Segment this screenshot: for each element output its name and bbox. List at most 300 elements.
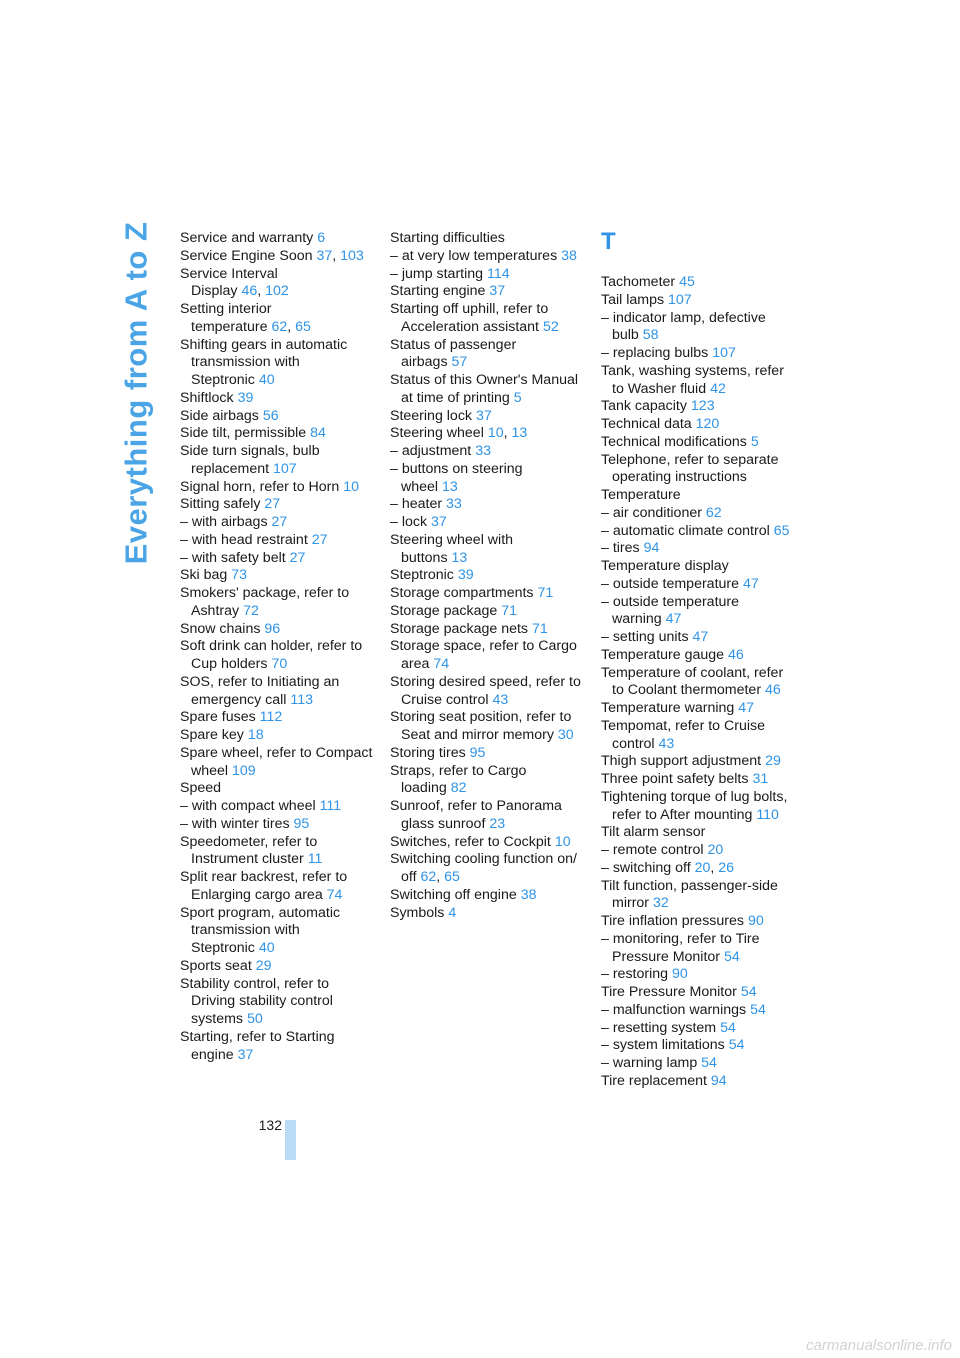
index-entry (390, 372, 590, 408)
page-link[interactable]: 5 (750, 433, 759, 450)
index-entry (180, 301, 380, 337)
page-separator: , (710, 859, 719, 876)
index-term: Storage package nets (390, 620, 529, 637)
index-term: Temperature warning (601, 700, 735, 716)
index-entry (180, 621, 380, 639)
index-term: Service and warranty (180, 230, 314, 246)
page-link[interactable]: 62 (420, 869, 437, 885)
section-letter: T (601, 228, 616, 255)
index-entry (180, 514, 380, 532)
page-link[interactable]: 46 (765, 682, 781, 699)
index-term: Service Interval (180, 265, 278, 282)
index-term: Switches, refer to Cockpit (390, 833, 551, 850)
index-term: Side airbags (180, 407, 259, 424)
index-term: Starting, refer to Starting (180, 1028, 335, 1045)
index-entry (601, 1055, 801, 1073)
index-term: Sport program, automatic (180, 904, 341, 921)
index-entry (390, 301, 590, 337)
index-term: – with compact wheel (180, 798, 316, 814)
page-link[interactable]: 27 (311, 531, 328, 548)
index-term: Tire replacement (601, 1072, 707, 1089)
page-link[interactable]: 94 (710, 1072, 727, 1089)
page-link[interactable]: 26 (718, 859, 735, 876)
page-link[interactable]: 107 (668, 291, 692, 308)
index-entry (601, 718, 801, 754)
index-entry (180, 496, 380, 514)
index-term: Tank, washing systems, refer (601, 362, 784, 379)
side-title (118, 221, 154, 565)
page-link[interactable]: 113 (290, 691, 313, 708)
index-entry (601, 913, 801, 931)
page-link[interactable]: 46 (728, 646, 744, 663)
page-link[interactable]: 11 (307, 851, 323, 868)
page-link[interactable]: 33 (475, 443, 491, 459)
index-term: Instrument cluster (191, 851, 304, 868)
page-link[interactable]: 103 (340, 247, 364, 264)
page-link[interactable]: 33 (446, 496, 462, 513)
page-link[interactable]: 37 (475, 407, 492, 424)
index-entry (180, 585, 380, 621)
page-link[interactable]: 54 (720, 1019, 736, 1036)
index-term: – outside temperature (601, 593, 740, 610)
index-term: Display (191, 283, 238, 300)
index-entry (390, 709, 590, 745)
index-term: Steptronic (191, 940, 255, 956)
page-link[interactable]: 62 (271, 318, 288, 335)
index-term: loading (401, 780, 447, 797)
index-column-1 (180, 230, 380, 1064)
index-entry (390, 337, 590, 373)
index-term: – with safety belt (180, 549, 286, 566)
index-term: Steptronic (390, 567, 454, 584)
index-entry (180, 745, 380, 781)
index-term: Starting difficulties (390, 230, 505, 246)
index-entry (180, 905, 380, 958)
index-term: emergency call (191, 691, 287, 708)
page-link[interactable]: 39 (457, 567, 474, 584)
index-term: Tachometer (601, 274, 676, 290)
index-term: Straps, refer to Cargo (390, 762, 527, 779)
page-link[interactable]: 38 (520, 886, 537, 903)
page-link[interactable]: 46 (241, 283, 258, 300)
index-entry (390, 248, 590, 266)
page-link[interactable]: 47 (665, 611, 682, 628)
index-term: airbags (401, 354, 448, 371)
index-entry (180, 479, 380, 497)
index-entry (390, 425, 590, 443)
index-term: Side turn signals, bulb (180, 443, 320, 459)
page-link[interactable]: 95 (469, 744, 486, 761)
index-entry (180, 1029, 380, 1065)
index-entry (390, 834, 590, 852)
index-entry (601, 753, 801, 771)
page-link[interactable]: 65 (295, 318, 311, 335)
index-entry (180, 958, 380, 976)
index-column-2 (390, 230, 590, 922)
index-term: to Washer fluid (612, 380, 707, 397)
side-title-text: Everything from A to Z (118, 221, 154, 565)
page-link[interactable]: 112 (259, 709, 283, 726)
index-entry (180, 230, 380, 248)
index-entry (390, 532, 590, 568)
index-term: transmission with (191, 354, 300, 371)
index-term: Snow chains (180, 620, 261, 637)
page-link[interactable]: 27 (264, 496, 281, 513)
page-link[interactable]: 13 (451, 549, 468, 566)
index-term: – remote control (601, 842, 704, 858)
page-link[interactable]: 62 (705, 504, 722, 521)
page-link[interactable]: 50 (246, 1011, 263, 1027)
page-link[interactable]: 10 (487, 425, 504, 442)
page-link[interactable]: 109 (232, 762, 256, 779)
index-entry (180, 532, 380, 550)
index-term: Speed (180, 780, 222, 797)
index-entry (390, 496, 590, 514)
index-term: – restoring (601, 966, 669, 983)
page-link[interactable]: 107 (712, 345, 736, 361)
page-link[interactable]: 39 (237, 389, 254, 406)
page-separator: , (257, 283, 266, 300)
page-link[interactable]: 37 (316, 247, 333, 264)
index-term: – adjustment (390, 443, 472, 459)
index-term: – system limitations (601, 1037, 725, 1054)
index-term: Tail lamps (601, 291, 665, 308)
page-link[interactable]: 54 (740, 984, 757, 1000)
index-term: Tightening torque of lug bolts, (601, 788, 788, 805)
page-link[interactable]: 18 (247, 727, 264, 743)
index-entry (180, 976, 380, 1029)
index-entry (601, 771, 801, 789)
index-entry (601, 310, 801, 346)
page-link[interactable]: 6 (317, 230, 326, 246)
page-link[interactable]: 40 (258, 940, 275, 956)
page-link[interactable]: 54 (750, 1001, 766, 1018)
index-term: – at very low temperatures (390, 247, 558, 264)
page-link[interactable]: 71 (531, 620, 548, 637)
index-entry (390, 798, 590, 834)
index-term: Ski bag (180, 567, 228, 584)
index-term: SOS, refer to Initiating an (180, 673, 340, 690)
page-link[interactable]: 13 (442, 478, 458, 495)
page-separator: , (332, 247, 341, 264)
page-number-bar (285, 1120, 296, 1160)
index-term: – indicator lamp, defective (601, 309, 766, 326)
index-term: Split rear backrest, refer to (180, 869, 348, 885)
index-term: Storage space, refer to Cargo (390, 638, 577, 655)
page-link[interactable]: 95 (293, 815, 310, 832)
page-link[interactable]: 120 (695, 416, 720, 432)
index-entry (601, 523, 801, 541)
index-entry (601, 452, 801, 488)
index-entry (390, 603, 590, 621)
page-link[interactable]: 90 (671, 966, 688, 983)
index-entry (601, 345, 801, 363)
index-term: at time of printing (401, 389, 510, 406)
page-link[interactable]: 96 (264, 620, 281, 637)
index-term: operating instructions (612, 469, 747, 486)
page-link[interactable]: 47 (738, 700, 755, 716)
index-term: – resetting system (601, 1019, 717, 1036)
index-entry (601, 700, 801, 718)
index-entry (601, 398, 801, 416)
page-link[interactable]: 54 (728, 1037, 745, 1054)
index-entry (601, 274, 801, 292)
index-term: Status of this Owner's Manual (390, 372, 579, 388)
index-entry (390, 851, 590, 887)
page-link[interactable]: 10 (343, 478, 360, 495)
page-link[interactable]: 29 (255, 957, 272, 974)
index-term: Three point safety belts (601, 771, 749, 787)
index-term: Driving stability control (191, 993, 333, 1010)
index-entry (601, 1073, 801, 1091)
index-term: engine (191, 1046, 234, 1063)
index-term: Status of passenger (390, 336, 517, 353)
page-link[interactable]: 27 (271, 514, 288, 530)
index-entry (180, 425, 380, 443)
index-entry (601, 966, 801, 984)
index-entry (601, 292, 801, 310)
index-entry (390, 638, 590, 674)
index-entry (180, 266, 380, 302)
index-entry (180, 834, 380, 870)
index-term: – monitoring, refer to Tire (601, 930, 760, 947)
index-term: Storing tires (390, 744, 466, 761)
page-link[interactable]: 111 (319, 798, 342, 814)
index-term: Tempomat, refer to Cruise (601, 717, 766, 734)
index-term: Enlarging cargo area (191, 886, 323, 903)
index-term: – heater (390, 496, 443, 513)
index-term: off (401, 869, 417, 885)
index-entry (601, 505, 801, 523)
page-link[interactable]: 31 (752, 771, 769, 787)
page-link[interactable]: 23 (489, 815, 506, 832)
index-entry (601, 665, 801, 701)
page-link[interactable]: 90 (747, 913, 764, 929)
page-link[interactable]: 32 (653, 895, 669, 912)
index-term: wheel (401, 478, 439, 495)
index-entry (390, 763, 590, 799)
index-term: Shifting gears in automatic (180, 336, 348, 353)
index-term: Speedometer, refer to (180, 833, 318, 850)
index-entry (180, 638, 380, 674)
page-link[interactable]: 4 (448, 904, 457, 921)
index-entry (180, 248, 380, 266)
page-link[interactable]: 10 (554, 833, 571, 850)
page-link[interactable]: 13 (511, 425, 528, 442)
index-term: area (401, 656, 430, 672)
page-link[interactable]: 94 (643, 540, 660, 557)
index-term: Storage package (390, 602, 498, 619)
page-link[interactable]: 27 (289, 549, 306, 566)
index-term: Temperature (601, 487, 681, 503)
page-link[interactable]: 42 (710, 380, 726, 397)
index-term: Service Engine Soon (180, 247, 313, 264)
index-entry (601, 789, 801, 825)
page-number: 132 (258, 1117, 282, 1133)
index-term: glass sunroof (401, 815, 486, 832)
page-link[interactable]: 74 (433, 656, 450, 672)
page-link[interactable]: 47 (692, 629, 709, 645)
index-entry (390, 461, 590, 497)
page-link[interactable]: 47 (742, 575, 759, 592)
page-link[interactable]: 65 (444, 869, 460, 885)
index-term: – lock (390, 514, 428, 530)
index-column-3 (601, 229, 801, 1091)
index-term: – switching off (601, 859, 691, 876)
page-link[interactable]: 54 (723, 948, 740, 965)
index-term: Spare key (180, 727, 244, 743)
page-link[interactable]: 30 (557, 727, 574, 743)
page-link[interactable]: 54 (701, 1055, 717, 1071)
index-term: temperature (191, 318, 268, 335)
index-entry (601, 878, 801, 914)
index-term: – with head restraint (180, 531, 308, 548)
index-term: Ashtray (191, 602, 240, 619)
page-link[interactable]: 82 (450, 780, 467, 797)
index-entry (601, 434, 801, 452)
watermark: carmanualsonline.info (806, 1337, 952, 1354)
index-entry (601, 540, 801, 558)
page-link[interactable]: 71 (501, 602, 518, 619)
index-term: Sunroof, refer to Panorama (390, 798, 562, 814)
index-term: Signal horn, refer to Horn (180, 478, 340, 495)
index-entry (180, 798, 380, 816)
index-entry (390, 567, 590, 585)
index-term: Soft drink can holder, refer to (180, 638, 363, 655)
page-link[interactable]: 45 (679, 274, 695, 290)
index-term: Sitting safely (180, 496, 261, 513)
page-link[interactable]: 65 (773, 522, 790, 539)
index-entry (601, 1020, 801, 1038)
page-link[interactable]: 20 (707, 842, 724, 858)
index-term: Steering wheel with (390, 531, 514, 548)
page-link[interactable]: 73 (231, 567, 248, 584)
index-term: Storing desired speed, refer to (390, 673, 581, 690)
index-term: Technical data (601, 416, 692, 432)
index-entry (180, 816, 380, 834)
index-term: Telephone, refer to separate (601, 451, 779, 468)
index-term: Tank capacity (601, 398, 687, 415)
page-link[interactable]: 71 (537, 585, 554, 601)
index-term: – with winter tires (180, 815, 290, 832)
index-term: Cruise control (401, 691, 489, 708)
index-entry (601, 594, 801, 630)
index-term: – setting units (601, 629, 689, 645)
index-entry (390, 621, 590, 639)
index-term: Smokers' package, refer to (180, 585, 350, 601)
page-link[interactable]: 5 (513, 389, 522, 406)
index-term: systems (191, 1011, 244, 1027)
page-link[interactable]: 20 (694, 859, 711, 876)
index-entry (601, 416, 801, 434)
page-link[interactable]: 43 (658, 735, 675, 752)
index-entry (390, 266, 590, 284)
index-entry (180, 674, 380, 710)
index-entry (601, 1002, 801, 1020)
page-link[interactable]: 40 (258, 372, 275, 388)
index-term: Storing seat position, refer to (390, 709, 572, 726)
page-link[interactable]: 38 (561, 247, 577, 264)
index-term: transmission with (191, 922, 300, 939)
index-term: refer to After mounting (612, 806, 753, 823)
index-entry (180, 709, 380, 727)
page-link[interactable]: 56 (262, 407, 279, 424)
index-term: Temperature gauge (601, 646, 725, 663)
index-term: Steering wheel (390, 425, 484, 442)
index-term: to Coolant thermometer (612, 682, 762, 699)
index-term: Shiftlock (180, 389, 234, 406)
index-term: Cup holders (191, 656, 268, 672)
index-entry (601, 363, 801, 399)
index-term: Storage compartments (390, 585, 534, 601)
page-link[interactable]: 37 (431, 514, 447, 530)
index-term: Symbols (390, 904, 445, 921)
page-link[interactable]: 107 (273, 460, 297, 477)
page-link[interactable]: 57 (451, 354, 468, 371)
index-entry (390, 408, 590, 426)
index-term: warning (612, 611, 662, 628)
index-term: Acceleration assistant (401, 318, 540, 335)
index-entry (390, 443, 590, 461)
index-entry (180, 780, 380, 798)
index-entry (180, 408, 380, 426)
index-term: – malfunction warnings (601, 1001, 747, 1018)
index-entry (601, 647, 801, 665)
page-link[interactable]: 29 (765, 753, 781, 770)
index-entry (601, 1037, 801, 1055)
page-link[interactable]: 52 (542, 318, 559, 335)
index-term: replacement (191, 460, 270, 477)
index-entry (180, 550, 380, 568)
index-term: – replacing bulbs (601, 345, 709, 361)
page-link[interactable]: 110 (756, 806, 779, 823)
page-link[interactable]: 43 (492, 691, 509, 708)
index-term: – air conditioner (601, 504, 702, 521)
page-separator: , (287, 318, 296, 335)
page-link[interactable]: 37 (237, 1046, 254, 1063)
index-entry (601, 487, 801, 505)
index-entry (601, 576, 801, 594)
index-term: – jump starting (390, 265, 484, 282)
index-term: Tire inflation pressures (601, 913, 744, 929)
index-term: Temperature display (601, 558, 729, 574)
index-term: Pressure Monitor (612, 948, 721, 965)
index-term: Setting interior (180, 301, 272, 317)
page-link[interactable]: 114 (487, 265, 510, 282)
page-link[interactable]: 74 (326, 886, 343, 903)
index-term: bulb (612, 327, 639, 344)
page-link[interactable]: 58 (642, 327, 659, 344)
index-term: – tires (601, 540, 640, 557)
index-entry (601, 931, 801, 967)
page-link[interactable]: 72 (243, 602, 259, 619)
index-term: Sports seat (180, 957, 252, 974)
index-entry (601, 860, 801, 878)
index-term: control (612, 735, 655, 752)
index-term: Starting off uphill, refer to (390, 301, 549, 317)
index-entry (601, 558, 801, 576)
page-link[interactable]: 123 (690, 398, 715, 415)
index-entry (601, 629, 801, 647)
index-term: Spare wheel, refer to Compact (180, 744, 373, 761)
index-term: Seat and mirror memory (401, 727, 554, 743)
page-link[interactable]: 70 (271, 656, 288, 672)
page-link[interactable]: 37 (489, 283, 506, 300)
page-link[interactable]: 102 (265, 283, 289, 300)
index-term: Tilt function, passenger-side (601, 877, 778, 894)
index-term: – buttons on steering (390, 460, 523, 477)
page-link[interactable]: 84 (310, 425, 326, 442)
